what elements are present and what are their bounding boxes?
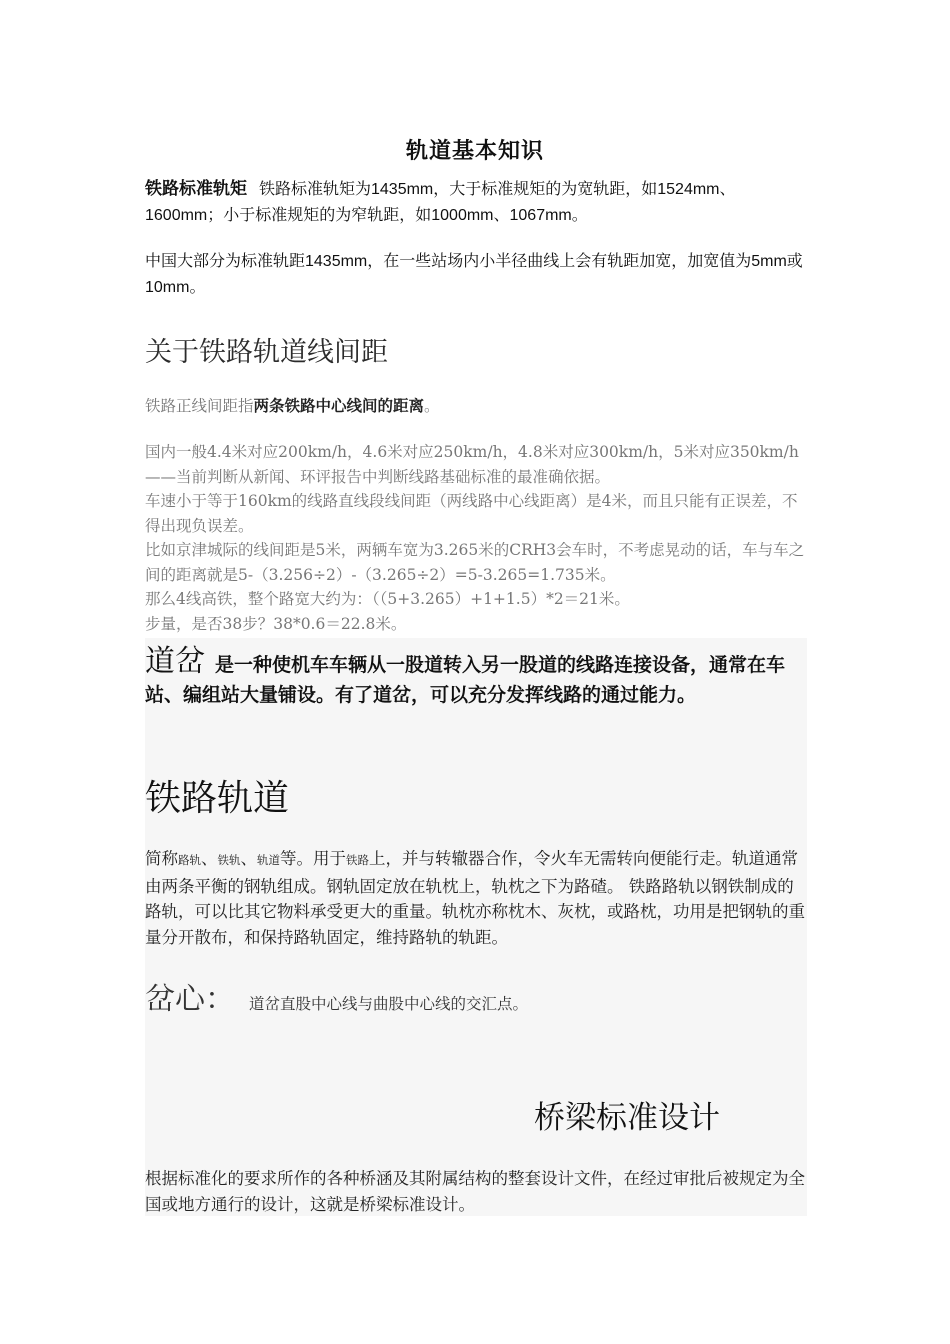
rail-track-heading: 铁路轨道 <box>145 778 290 819</box>
gauge-term: 铁路标准轨矩 <box>145 179 247 199</box>
separator: 、 <box>240 849 257 868</box>
detail-line: 比如京津城际的线间距是5米，两辆车宽为3.265米的CRH3会车时，不考虑晃动的话，车与车之间的距离就是5-（3.256÷2）-（3.265÷2）=5-3.265=1.735米。 <box>145 541 805 584</box>
document-title: 轨道基本知识 <box>405 139 544 164</box>
gauge-paragraph <box>145 176 810 229</box>
china-gauge-paragraph: 中国大部分为标准轨距1435mm，在一些站场内小半径曲线上会有轨距加宽，加宽值为5mm或10mm。 <box>145 253 803 296</box>
bridge-paragraph: 根据标准化的要求所作的各种桥涵及其附属结构的整套设计文件，在经过审批后被规定为全国或地方通行的设计，这就是桥梁标准设计。 <box>145 1169 805 1214</box>
rail-track-paragraph <box>145 846 810 950</box>
abbr-link: 路轨 <box>178 853 201 867</box>
abbr-link: 铁轨 <box>217 853 241 867</box>
frog-term: 岔心： <box>145 982 235 1017</box>
detail-line: 车速小于等于160km的线路直线段线间距（两线路中心线距离）是4米，而且只能有正误差，不得出现负误差。 <box>145 492 798 535</box>
turnout-paragraph <box>145 644 810 710</box>
turnout-text: 是一种使机车车辆从一股道转入另一股道的线路连接设备，通常在车站、编组站大量铺设。有了道岔，可以充分发挥线路的通过能力。 <box>145 654 786 706</box>
detail-line: 步量，是否38步？38*0.6＝22.8米。 <box>145 614 407 633</box>
detail-line: 国内一般4.4米对应200km/h，4.6米对应250km/h，4.8米对应300km/h，5米对应350km/h——当前判断从新闻、环评报告中判断线路基础标准的最准确依据。 <box>145 443 799 486</box>
definition-prefix: 铁路正线间距指 <box>145 397 254 415</box>
definition-suffix: 。 <box>424 397 440 415</box>
frog-text: 道岔直股中心线与曲股中心线的交汇点。 <box>249 995 529 1013</box>
bridge-heading: 桥梁标准设计 <box>534 1100 720 1136</box>
track-spacing-heading: 关于铁路轨道线间距 <box>145 337 388 368</box>
turnout-term: 道岔 <box>145 644 205 679</box>
detail-line: 那么4线高铁，整个路宽大约为：（（5+3.265）+1+1.5）*2＝21米。 <box>145 590 630 608</box>
gauge-text: 铁路标准轨矩为1435mm，大于标准规矩的为宽轨距，如1524mm、1600mm；小于标准规矩的为窄轨距，如1000mm、1067mm。 <box>145 181 736 224</box>
rail-mid: 等。用于 <box>280 849 346 868</box>
separator: 、 <box>201 849 218 868</box>
definition-bold: 两条铁路中心线间的距离 <box>253 396 425 415</box>
track-spacing-definition <box>145 394 810 416</box>
frog-paragraph <box>145 974 810 1018</box>
abbr-link: 铁路 <box>346 853 369 867</box>
rail-prefix: 简称 <box>145 849 178 868</box>
rail-text: 上，并与转辙器合作，令火车无需转向便能行走。轨道通常由两条平衡的钢轨组成。钢轨固定放在轨枕上，轨枕之下为路碴。 铁路路轨以钢铁制成的路轨，可以比其它物料承受更大的重量。轨枕亦称枕木、灰枕，或路枕，功用是把钢轨的重量分开散布，和保持路轨固定，维持路轨的轨距。 <box>145 849 805 947</box>
track-spacing-details <box>145 440 810 636</box>
abbr-link: 轨道 <box>257 853 280 867</box>
